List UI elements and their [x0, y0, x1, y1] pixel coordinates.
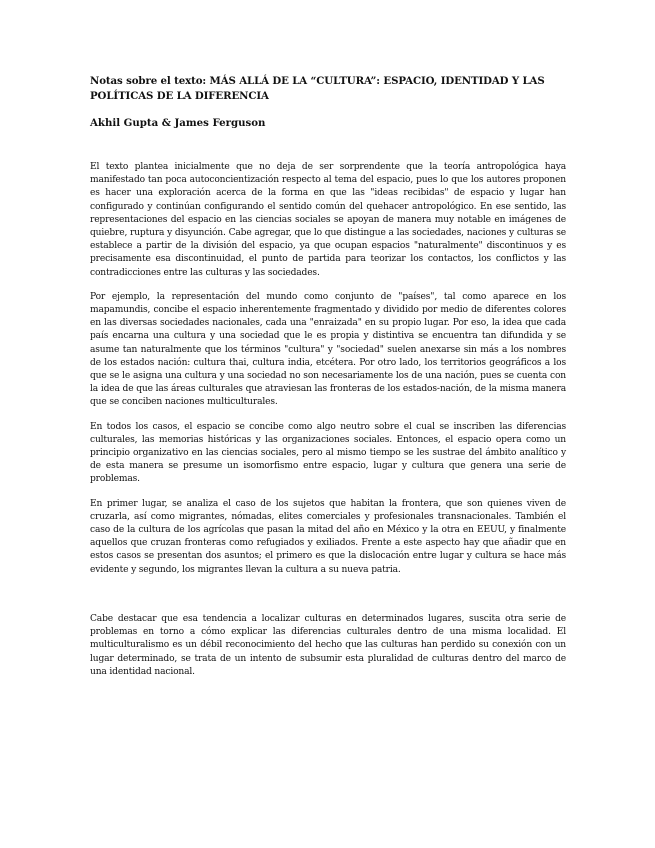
paragraph-5: Cabe destacar que esa tendencia a localizar culturas en determinados lugares, suscita otra serie de problemas en torno a cómo explicar las diferencias culturales dentro de una misma localidad. El multiculturalismo es un débil reconocimiento del hecho que las culturas han perdido su conexión con un lugar determinado, se trata de un intento de subsumir esta pluralidad de culturas dentro del marco de una identidad nacional.: [90, 613, 566, 677]
paragraph-4: En primer lugar, se analiza el caso de los sujetos que habitan la frontera, que son quienes viven de cruzarla, así como migrantes, nómadas, elites comerciales y profesionales transnacionales. También el caso de la cultura de los agrícolas que pasan la mitad del año en México y la otra en EEUU, y finalmente aquellos que cruzan fronteras como refugiados y exiliados. Frente a este aspecto hay que añadir que en estos casos se presentan dos asuntos; el primero es que la dislocación entre lugar y cultura se hace más evidente y segundo, los migrantes llevan la cultura a su nueva patria.: [90, 498, 566, 575]
document-title: Notas sobre el texto: MÁS ALLÁ DE LA “CULTURA”: ESPACIO, IDENTIDAD Y LAS POLÍTICAS DE LA DIFERENCIA: [90, 75, 545, 102]
paragraph-3: En todos los casos, el espacio se concibe como algo neutro sobre el cual se inscriben las diferencias culturales, las memorias históricas y las organizaciones sociales. Entonces, el espacio opera como un principio organizativo en las ciencias sociales, pero al mismo tiempo se les sustrae del ámbito analítico y de esta manera se presume un isomorfismo entre espacio, lugar y cultura que genera una serie de problemas.: [90, 421, 566, 485]
document-page: [90, 74, 566, 679]
document-authors: Akhil Gupta & James Ferguson: [90, 117, 266, 129]
paragraph-1: El texto plantea inicialmente que no deja de ser sorprendente que la teoría antropológica haya manifestado tan poca autoconcientización respecto al tema del espacio, pues lo que los autores proponen es hacer una exploración acerca de la forma en que las "ideas recibidas" de espacio y lugar han configurado y continúan configurando el sentido común del quehacer antropológico. En ese sentido, las representaciones del espacio en las ciencias sociales se apoyan de manera muy notable en imágenes de quiebre, ruptura y disyunción. Cabe agregar, que lo que distingue a las sociedades, naciones y culturas se establece a partir de la división del espacio, ya que ocupan espacios "naturalmente" discontinuos y es precisamente esa discontinuidad, el punto de partida para teorizar los contactos, los conflictos y las contradicciones entre las culturas y las sociedades.: [90, 162, 566, 278]
paragraph-2: Por ejemplo, la representación del mundo como conjunto de "países", tal como aparece en los mapamundis, concibe el espacio inherentemente fragmentado y dividido por medio de diferentes colores en las diversas sociedades nacionales, cada una "enraizada" en su propio lugar. Por eso, la idea que cada país encarna una cultura y una sociedad que le es propia y distintiva se encuentra tan difundida y se asume tan naturalmente que los términos "cultura" y "sociedad" suelen anexarse sin más a los nombres de los estados nación: cultura thai, cultura india, etcétera. Por otro lado, los territorios geográficos a los que se le asigna una cultura y una sociedad no son necesariamente los de una nación, pues se cuenta con la idea de que las áreas culturales que atraviesan las fronteras de los estados-nación, de la misma manera que se conciben naciones multiculturales.: [90, 291, 566, 408]
